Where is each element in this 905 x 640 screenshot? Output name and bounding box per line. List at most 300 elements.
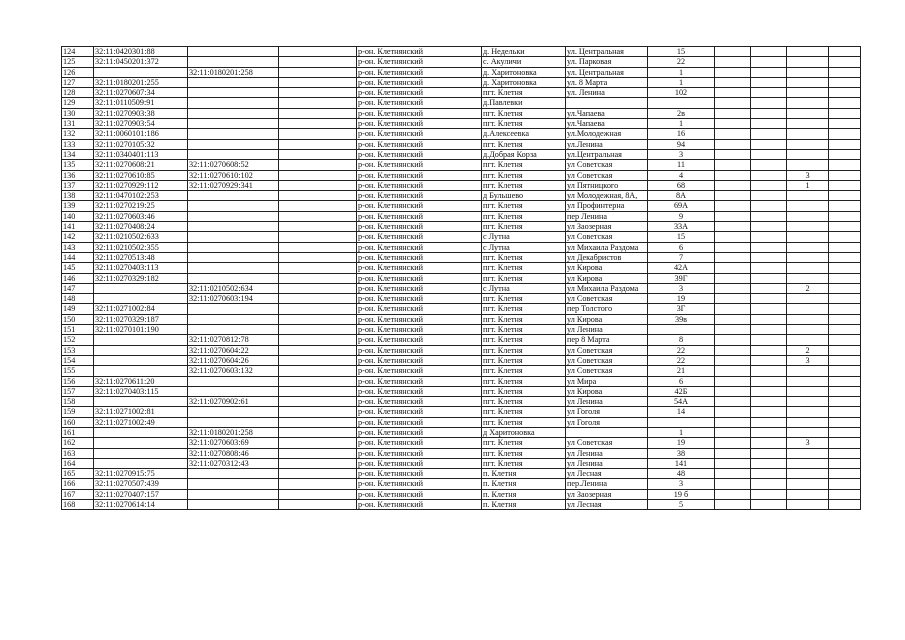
row-number: 144 — [62, 252, 94, 262]
cadastral-number — [94, 67, 188, 77]
locality-cell: д.Павлевки — [482, 98, 566, 108]
empty-cell — [279, 283, 357, 293]
table-row — [62, 88, 861, 98]
district-cell: р-он. Клетнянский — [357, 160, 482, 170]
empty-cell — [829, 438, 861, 448]
cadastral-number-2 — [188, 469, 279, 479]
house-number: 69А — [648, 201, 715, 211]
district-cell: р-он. Клетнянский — [357, 149, 482, 159]
table-row — [62, 314, 861, 324]
table-row — [62, 119, 861, 129]
extra-number — [787, 314, 829, 324]
empty-cell — [829, 427, 861, 437]
extra-number — [787, 201, 829, 211]
extra-number — [787, 211, 829, 221]
table-row — [62, 397, 861, 407]
house-number: 94 — [648, 139, 715, 149]
row-number: 162 — [62, 438, 94, 448]
house-number: 19 — [648, 294, 715, 304]
street-cell — [566, 427, 648, 437]
empty-cell — [751, 263, 787, 273]
district-cell: р-он. Клетнянский — [357, 376, 482, 386]
extra-number — [787, 67, 829, 77]
house-number — [648, 98, 715, 108]
locality-cell: д Бульшево — [482, 191, 566, 201]
table-row — [62, 222, 861, 232]
locality-cell: пгт. Клетня — [482, 294, 566, 304]
district-cell: р-он. Клетнянский — [357, 47, 482, 57]
street-cell: ул. Ленина — [566, 88, 648, 98]
street-cell: ул Гоголя — [566, 407, 648, 417]
row-number: 155 — [62, 366, 94, 376]
empty-cell — [829, 458, 861, 468]
street-cell: ул Советская — [566, 345, 648, 355]
house-number: 21 — [648, 366, 715, 376]
cadastral-number-2 — [188, 242, 279, 252]
district-cell: р-он. Клетнянский — [357, 222, 482, 232]
district-cell: р-он. Клетнянский — [357, 489, 482, 499]
street-cell: ул Мира — [566, 376, 648, 386]
cadastral-number: 32:11:0270513:48 — [94, 252, 188, 262]
empty-cell — [279, 325, 357, 335]
empty-cell — [279, 119, 357, 129]
empty-cell — [829, 170, 861, 180]
cadastral-number-2 — [188, 129, 279, 139]
house-number: 68 — [648, 180, 715, 190]
empty-cell — [279, 222, 357, 232]
empty-cell — [715, 211, 751, 221]
street-cell: ул. Центральная — [566, 67, 648, 77]
empty-cell — [751, 57, 787, 67]
house-number: 9 — [648, 211, 715, 221]
row-number: 168 — [62, 500, 94, 510]
row-number: 125 — [62, 57, 94, 67]
cadastral-number-2: 32:11:0270808:46 — [188, 448, 279, 458]
house-number: 102 — [648, 88, 715, 98]
registry-rows — [62, 47, 861, 510]
cadastral-number-2 — [188, 407, 279, 417]
empty-cell — [715, 222, 751, 232]
cadastral-number — [94, 366, 188, 376]
empty-cell — [829, 469, 861, 479]
empty-cell — [715, 201, 751, 211]
locality-cell: п. Клетня — [482, 479, 566, 489]
empty-cell — [751, 98, 787, 108]
empty-cell — [829, 139, 861, 149]
table-row — [62, 386, 861, 396]
locality-cell: д. Харитоновка — [482, 67, 566, 77]
cadastral-number-2: 32:11:0270604:22 — [188, 345, 279, 355]
row-number: 142 — [62, 232, 94, 242]
empty-cell — [715, 407, 751, 417]
locality-cell: д.Добрая Корза — [482, 149, 566, 159]
cadastral-number: 32:11:0340401:113 — [94, 149, 188, 159]
empty-cell — [751, 129, 787, 139]
table-row — [62, 160, 861, 170]
street-cell: ул Профинтерна — [566, 201, 648, 211]
extra-number — [787, 397, 829, 407]
row-number: 166 — [62, 479, 94, 489]
empty-cell — [715, 489, 751, 499]
extra-number — [787, 222, 829, 232]
cadastral-number — [94, 355, 188, 365]
cadastral-number: 32:11:0270903:54 — [94, 119, 188, 129]
cadastral-number-2 — [188, 304, 279, 314]
street-cell: ул Советская — [566, 294, 648, 304]
house-number: 1 — [648, 77, 715, 87]
district-cell: р-он. Клетнянский — [357, 273, 482, 283]
empty-cell — [751, 417, 787, 427]
table-row — [62, 232, 861, 242]
row-number: 135 — [62, 160, 94, 170]
district-cell: р-он. Клетнянский — [357, 294, 482, 304]
house-number: 15 — [648, 232, 715, 242]
street-cell: ул Декабристов — [566, 252, 648, 262]
empty-cell — [751, 201, 787, 211]
empty-cell — [751, 500, 787, 510]
locality-cell: пгт. Клетня — [482, 355, 566, 365]
empty-cell — [751, 139, 787, 149]
table-row — [62, 489, 861, 499]
cadastral-number-2 — [188, 191, 279, 201]
empty-cell — [829, 47, 861, 57]
house-number: 1 — [648, 427, 715, 437]
street-cell — [566, 98, 648, 108]
locality-cell: пгт. Клетня — [482, 139, 566, 149]
cadastral-number — [94, 438, 188, 448]
empty-cell — [279, 108, 357, 118]
empty-cell — [715, 98, 751, 108]
row-number: 131 — [62, 119, 94, 129]
empty-cell — [751, 108, 787, 118]
street-cell: ул Заозерная — [566, 489, 648, 499]
empty-cell — [829, 386, 861, 396]
empty-cell — [715, 273, 751, 283]
house-number: 19 б — [648, 489, 715, 499]
locality-cell: пгт. Клетня — [482, 366, 566, 376]
table-row — [62, 417, 861, 427]
empty-cell — [279, 88, 357, 98]
row-number: 157 — [62, 386, 94, 396]
table-row — [62, 98, 861, 108]
empty-cell — [715, 129, 751, 139]
empty-cell — [279, 139, 357, 149]
empty-cell — [715, 119, 751, 129]
empty-cell — [715, 366, 751, 376]
street-cell: пер 8 Марта — [566, 335, 648, 345]
empty-cell — [829, 294, 861, 304]
empty-cell — [279, 458, 357, 468]
extra-number — [787, 335, 829, 345]
empty-cell — [751, 376, 787, 386]
empty-cell — [829, 500, 861, 510]
empty-cell — [715, 417, 751, 427]
table-row — [62, 407, 861, 417]
registry-sheet — [61, 46, 861, 510]
cadastral-number: 32:11:0270610:85 — [94, 170, 188, 180]
district-cell: р-он. Клетнянский — [357, 397, 482, 407]
empty-cell — [279, 407, 357, 417]
cadastral-number-2: 32:11:0270603:132 — [188, 366, 279, 376]
empty-cell — [715, 232, 751, 242]
cadastral-number: 32:11:0270403:115 — [94, 386, 188, 396]
empty-cell — [715, 386, 751, 396]
locality-cell: пгт. Клетня — [482, 201, 566, 211]
cadastral-number-2: 32:11:0270312:43 — [188, 458, 279, 468]
house-number: 3 — [648, 283, 715, 293]
empty-cell — [829, 304, 861, 314]
extra-number — [787, 458, 829, 468]
empty-cell — [715, 325, 751, 335]
district-cell: р-он. Клетнянский — [357, 201, 482, 211]
locality-cell: пгт. Клетня — [482, 180, 566, 190]
district-cell: р-он. Клетнянский — [357, 479, 482, 489]
cadastral-number-2: 32:11:0270603:69 — [188, 438, 279, 448]
locality-cell: пгт. Клетня — [482, 345, 566, 355]
extra-number: 1 — [787, 180, 829, 190]
cadastral-number: 32:11:0270607:34 — [94, 88, 188, 98]
cadastral-number: 32:11:0270329:187 — [94, 314, 188, 324]
empty-cell — [829, 335, 861, 345]
extra-number — [787, 47, 829, 57]
cadastral-number: 32:11:0110509:91 — [94, 98, 188, 108]
empty-cell — [829, 242, 861, 252]
empty-cell — [751, 489, 787, 499]
cadastral-number: 32:11:0270219:25 — [94, 201, 188, 211]
empty-cell — [279, 170, 357, 180]
house-number: 4 — [648, 170, 715, 180]
empty-cell — [279, 376, 357, 386]
empty-cell — [751, 191, 787, 201]
district-cell: р-он. Клетнянский — [357, 304, 482, 314]
row-number: 156 — [62, 376, 94, 386]
empty-cell — [279, 397, 357, 407]
empty-cell — [829, 273, 861, 283]
row-number: 145 — [62, 263, 94, 273]
cadastral-number-2 — [188, 139, 279, 149]
cadastral-number-2: 32:11:0270604:26 — [188, 355, 279, 365]
empty-cell — [751, 314, 787, 324]
empty-cell — [829, 149, 861, 159]
street-cell: ул Молодежная, 8А, — [566, 191, 648, 201]
district-cell: р-он. Клетнянский — [357, 263, 482, 273]
empty-cell — [829, 222, 861, 232]
empty-cell — [829, 263, 861, 273]
house-number: 8 — [648, 335, 715, 345]
row-number: 149 — [62, 304, 94, 314]
empty-cell — [279, 149, 357, 159]
cadastral-number — [94, 294, 188, 304]
empty-cell — [715, 252, 751, 262]
empty-cell — [279, 242, 357, 252]
cadastral-number: 32:11:0450201:372 — [94, 57, 188, 67]
extra-number — [787, 242, 829, 252]
empty-cell — [751, 222, 787, 232]
district-cell: р-он. Клетнянский — [357, 242, 482, 252]
extra-number — [787, 98, 829, 108]
empty-cell — [279, 489, 357, 499]
table-row — [62, 366, 861, 376]
cadastral-number-2 — [188, 417, 279, 427]
cadastral-number-2 — [188, 232, 279, 242]
table-row — [62, 427, 861, 437]
cadastral-number: 32:11:0270407:157 — [94, 489, 188, 499]
locality-cell: пгт. Клетня — [482, 222, 566, 232]
empty-cell — [751, 232, 787, 242]
street-cell: ул Советская — [566, 438, 648, 448]
empty-cell — [715, 263, 751, 273]
street-cell: ул Советская — [566, 355, 648, 365]
locality-cell: пгт. Клетня — [482, 458, 566, 468]
table-row — [62, 335, 861, 345]
empty-cell — [279, 57, 357, 67]
extra-number — [787, 149, 829, 159]
street-cell: пер Толстого — [566, 304, 648, 314]
locality-cell: пгт. Клетня — [482, 273, 566, 283]
extra-number: 3 — [787, 355, 829, 365]
empty-cell — [829, 88, 861, 98]
empty-cell — [751, 479, 787, 489]
empty-cell — [715, 345, 751, 355]
table-row — [62, 283, 861, 293]
district-cell: р-он. Клетнянский — [357, 355, 482, 365]
cadastral-number-2 — [188, 47, 279, 57]
locality-cell: с Лутна — [482, 232, 566, 242]
row-number: 150 — [62, 314, 94, 324]
cadastral-number: 32:11:0210502:355 — [94, 242, 188, 252]
street-cell: ул.Центральная — [566, 149, 648, 159]
empty-cell — [751, 47, 787, 57]
house-number: 33А — [648, 222, 715, 232]
empty-cell — [279, 438, 357, 448]
cadastral-number: 32:11:0270608:21 — [94, 160, 188, 170]
extra-number: 2 — [787, 345, 829, 355]
district-cell: р-он. Клетнянский — [357, 252, 482, 262]
empty-cell — [829, 232, 861, 242]
empty-cell — [279, 386, 357, 396]
cadastral-number — [94, 345, 188, 355]
empty-cell — [279, 294, 357, 304]
district-cell: р-он. Клетнянский — [357, 88, 482, 98]
locality-cell: пгт. Клетня — [482, 88, 566, 98]
empty-cell — [751, 397, 787, 407]
district-cell: р-он. Клетнянский — [357, 211, 482, 221]
empty-cell — [279, 77, 357, 87]
cadastral-number: 32:11:0470102:253 — [94, 191, 188, 201]
empty-cell — [279, 98, 357, 108]
empty-cell — [751, 242, 787, 252]
table-row — [62, 376, 861, 386]
table-row — [62, 242, 861, 252]
empty-cell — [751, 366, 787, 376]
empty-cell — [829, 98, 861, 108]
locality-cell: пгт. Клетня — [482, 438, 566, 448]
table-row — [62, 47, 861, 57]
house-number: 19 — [648, 438, 715, 448]
district-cell: р-он. Клетнянский — [357, 345, 482, 355]
cadastral-number: 32:11:0270403:113 — [94, 263, 188, 273]
street-cell: пер Ленина — [566, 211, 648, 221]
table-row — [62, 201, 861, 211]
row-number: 146 — [62, 273, 94, 283]
locality-cell: п. Клетня — [482, 469, 566, 479]
empty-cell — [751, 119, 787, 129]
locality-cell: пгт. Клетня — [482, 252, 566, 262]
cadastral-number — [94, 458, 188, 468]
empty-cell — [715, 376, 751, 386]
house-number: 2в — [648, 108, 715, 118]
locality-cell: пгт. Клетня — [482, 314, 566, 324]
cadastral-number-2 — [188, 98, 279, 108]
cadastral-number: 32:11:0270329:182 — [94, 273, 188, 283]
district-cell: р-он. Клетнянский — [357, 191, 482, 201]
empty-cell — [751, 469, 787, 479]
table-row — [62, 325, 861, 335]
row-number: 158 — [62, 397, 94, 407]
empty-cell — [829, 67, 861, 77]
empty-cell — [829, 366, 861, 376]
empty-cell — [279, 211, 357, 221]
cadastral-number-2 — [188, 489, 279, 499]
district-cell: р-он. Клетнянский — [357, 98, 482, 108]
extra-number — [787, 366, 829, 376]
empty-cell — [829, 397, 861, 407]
table-row — [62, 448, 861, 458]
empty-cell — [715, 314, 751, 324]
extra-number — [787, 407, 829, 417]
empty-cell — [751, 458, 787, 468]
district-cell: р-он. Клетнянский — [357, 448, 482, 458]
empty-cell — [715, 479, 751, 489]
empty-cell — [715, 294, 751, 304]
table-row — [62, 57, 861, 67]
table-row — [62, 438, 861, 448]
empty-cell — [279, 67, 357, 77]
row-number: 126 — [62, 67, 94, 77]
empty-cell — [829, 77, 861, 87]
cadastral-number-2 — [188, 108, 279, 118]
cadastral-number: 32:11:0270611:20 — [94, 376, 188, 386]
locality-cell: пгт. Клетня — [482, 386, 566, 396]
empty-cell — [829, 252, 861, 262]
street-cell: ул. 8 Марта — [566, 77, 648, 87]
street-cell: ул.Чапаева — [566, 108, 648, 118]
district-cell: р-он. Клетнянский — [357, 325, 482, 335]
empty-cell — [279, 191, 357, 201]
cadastral-number: 32:11:0270929:112 — [94, 180, 188, 190]
extra-number — [787, 427, 829, 437]
row-number: 153 — [62, 345, 94, 355]
empty-cell — [715, 500, 751, 510]
row-number: 133 — [62, 139, 94, 149]
table-row — [62, 263, 861, 273]
street-cell: ул Лесная — [566, 500, 648, 510]
table-row — [62, 479, 861, 489]
street-cell: ул Ленина — [566, 448, 648, 458]
empty-cell — [715, 88, 751, 98]
district-cell: р-он. Клетнянский — [357, 77, 482, 87]
row-number: 137 — [62, 180, 94, 190]
empty-cell — [829, 211, 861, 221]
empty-cell — [751, 88, 787, 98]
empty-cell — [751, 294, 787, 304]
row-number: 141 — [62, 222, 94, 232]
cadastral-number: 32:11:0270105:32 — [94, 139, 188, 149]
district-cell: р-он. Клетнянский — [357, 417, 482, 427]
extra-number — [787, 108, 829, 118]
locality-cell: пгт. Клетня — [482, 448, 566, 458]
house-number: 6 — [648, 242, 715, 252]
